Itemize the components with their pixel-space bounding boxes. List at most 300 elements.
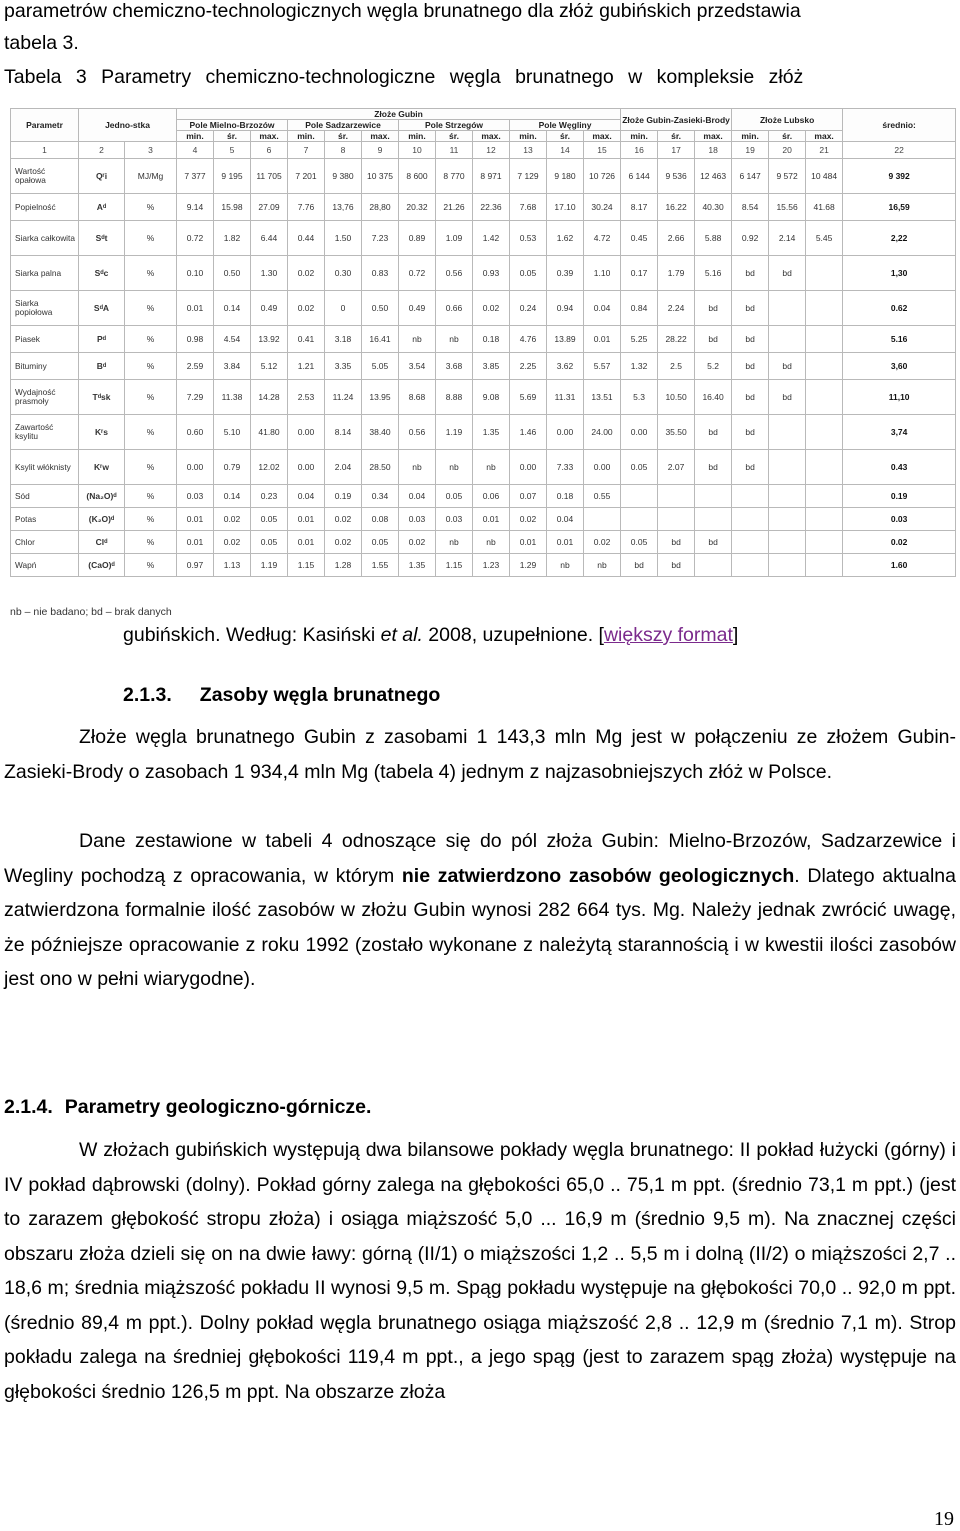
param-name: Popielność — [11, 194, 79, 221]
value-cell: 17.10 — [547, 194, 584, 221]
value-cell: bd — [695, 531, 732, 554]
value-cell — [806, 554, 843, 577]
value-cell: 2.14 — [769, 221, 806, 256]
param-unit: % — [125, 353, 177, 380]
param-symbol: Qʳi — [79, 159, 125, 194]
value-cell — [658, 485, 695, 508]
value-cell: 12 463 — [695, 159, 732, 194]
value-cell: 0.18 — [547, 485, 584, 508]
value-cell: 1.62 — [547, 221, 584, 256]
value-cell: bd — [732, 380, 769, 415]
value-cell: 0.00 — [510, 450, 547, 485]
value-cell — [769, 531, 806, 554]
value-cell: nb — [436, 326, 473, 353]
stat-header: śr. — [325, 131, 362, 142]
value-cell: 0.30 — [325, 256, 362, 291]
value-cell: nb — [436, 450, 473, 485]
value-cell: 0.04 — [288, 485, 325, 508]
value-cell — [621, 508, 658, 531]
value-cell: 1.35 — [473, 415, 510, 450]
value-cell: 5.2 — [695, 353, 732, 380]
col-parametr: Parametr — [11, 109, 79, 142]
value-cell: 9 536 — [658, 159, 695, 194]
value-cell: 0.02 — [288, 291, 325, 326]
value-cell: 8.17 — [621, 194, 658, 221]
value-cell: bd — [769, 256, 806, 291]
value-cell: 0.03 — [177, 485, 214, 508]
value-cell: 6.44 — [251, 221, 288, 256]
value-cell: 0.14 — [214, 485, 251, 508]
value-cell: 28.50 — [362, 450, 399, 485]
value-cell: bd — [695, 415, 732, 450]
table-row — [11, 194, 956, 221]
value-cell: bd — [658, 531, 695, 554]
param-symbol: Aᵈ — [79, 194, 125, 221]
param-name: Wydajność prasmoły — [11, 380, 79, 415]
value-cell: 0.00 — [547, 415, 584, 450]
mean-value: 1.60 — [843, 554, 956, 577]
value-cell: 0.05 — [251, 508, 288, 531]
value-cell: nb — [436, 531, 473, 554]
col-jednostka: Jedno-stka — [79, 109, 177, 142]
value-cell: 2.07 — [658, 450, 695, 485]
value-cell: 41.80 — [251, 415, 288, 450]
column-number: 18 — [695, 142, 732, 159]
value-cell — [769, 485, 806, 508]
value-cell: 3.35 — [325, 353, 362, 380]
stat-header: min. — [177, 131, 214, 142]
value-cell: 5.10 — [214, 415, 251, 450]
value-cell: 15.98 — [214, 194, 251, 221]
value-cell: 0.39 — [547, 256, 584, 291]
value-cell — [769, 415, 806, 450]
value-cell: 7 129 — [510, 159, 547, 194]
parameters-table — [10, 108, 956, 577]
value-cell: 0.02 — [473, 291, 510, 326]
column-number: 19 — [732, 142, 769, 159]
value-cell: 13.51 — [584, 380, 621, 415]
value-cell: 0.05 — [251, 531, 288, 554]
value-cell: 0.02 — [214, 508, 251, 531]
mean-value: 0.19 — [843, 485, 956, 508]
value-cell: 8 971 — [473, 159, 510, 194]
mean-value: 0.02 — [843, 531, 956, 554]
column-number: 7 — [288, 142, 325, 159]
column-number: 21 — [806, 142, 843, 159]
value-cell: 13,76 — [325, 194, 362, 221]
param-symbol: (K₂O)ᵈ — [79, 508, 125, 531]
column-number: 1 — [11, 142, 79, 159]
param-unit: % — [125, 380, 177, 415]
value-cell: 1.28 — [325, 554, 362, 577]
value-cell: 0.17 — [621, 256, 658, 291]
value-cell: 0.83 — [362, 256, 399, 291]
param-name: Wartość opałowa — [11, 159, 79, 194]
param-name: Siarka całkowita — [11, 221, 79, 256]
value-cell: 7.68 — [510, 194, 547, 221]
value-cell: 0.55 — [584, 485, 621, 508]
mean-value: 0.43 — [843, 450, 956, 485]
value-cell — [732, 508, 769, 531]
value-cell: 0.66 — [436, 291, 473, 326]
intro-line-2: tabela 3. — [4, 32, 79, 54]
value-cell: 0.05 — [436, 485, 473, 508]
value-cell: bd — [658, 554, 695, 577]
value-cell: nb — [584, 554, 621, 577]
col-gubin: Złoże Gubin — [177, 109, 621, 120]
value-cell: 9 572 — [769, 159, 806, 194]
value-cell: 0.97 — [177, 554, 214, 577]
value-cell: 0.60 — [177, 415, 214, 450]
table-row — [11, 554, 956, 577]
value-cell: bd — [732, 415, 769, 450]
value-cell: bd — [695, 450, 732, 485]
param-unit: % — [125, 450, 177, 485]
value-cell: 0.19 — [325, 485, 362, 508]
value-cell: 1.42 — [473, 221, 510, 256]
column-number: 3 — [125, 142, 177, 159]
value-cell: 40.30 — [695, 194, 732, 221]
table-row — [11, 256, 956, 291]
value-cell: 11.24 — [325, 380, 362, 415]
value-cell: 8.14 — [325, 415, 362, 450]
value-cell: 11.38 — [214, 380, 251, 415]
value-cell: 0.18 — [473, 326, 510, 353]
stat-header: max. — [695, 131, 732, 142]
param-symbol: Sᵈc — [79, 256, 125, 291]
table-row — [11, 326, 956, 353]
value-cell: 3.84 — [214, 353, 251, 380]
value-cell: 0.53 — [510, 221, 547, 256]
value-cell: 0.00 — [288, 415, 325, 450]
value-cell: 9 380 — [325, 159, 362, 194]
value-cell: 1.55 — [362, 554, 399, 577]
value-cell: 0 — [325, 291, 362, 326]
value-cell — [769, 554, 806, 577]
value-cell — [621, 485, 658, 508]
value-cell: 13.95 — [362, 380, 399, 415]
value-cell: 0.04 — [547, 508, 584, 531]
param-unit: % — [125, 326, 177, 353]
value-cell: bd — [695, 291, 732, 326]
param-unit: % — [125, 194, 177, 221]
value-cell: 6 144 — [621, 159, 658, 194]
field-sadzarzewice: Pole Sadzarzewice — [288, 120, 399, 131]
intro-line-1: parametrów chemiczno-technologicznych węgla brunatnego dla złóż gubińskich przedstawia — [4, 0, 801, 22]
param-name: Zawartość ksylitu — [11, 415, 79, 450]
value-cell: 0.01 — [177, 291, 214, 326]
value-cell: 0.05 — [510, 256, 547, 291]
value-cell: 1.30 — [251, 256, 288, 291]
value-cell — [806, 353, 843, 380]
value-cell: 0.93 — [473, 256, 510, 291]
value-cell — [732, 485, 769, 508]
param-name: Wapń — [11, 554, 79, 577]
value-cell: 0.02 — [584, 531, 621, 554]
value-cell: 11.31 — [547, 380, 584, 415]
value-cell: 1.46 — [510, 415, 547, 450]
value-cell: 0.08 — [362, 508, 399, 531]
value-cell: 0.01 — [288, 531, 325, 554]
table-row — [11, 353, 956, 380]
param-unit: % — [125, 554, 177, 577]
value-cell — [769, 326, 806, 353]
value-cell: 0.01 — [547, 531, 584, 554]
value-cell: 0.02 — [325, 508, 362, 531]
value-cell: bd — [732, 450, 769, 485]
value-cell: 0.05 — [621, 531, 658, 554]
value-cell: 1.15 — [288, 554, 325, 577]
value-cell: 9.08 — [473, 380, 510, 415]
value-cell — [695, 508, 732, 531]
section-heading-2-1-4: 2.1.4. Parametry geologiczno-górnicze. — [4, 1096, 372, 1118]
table-row — [11, 159, 956, 194]
value-cell: bd — [732, 326, 769, 353]
value-cell: 4.72 — [584, 221, 621, 256]
table-row — [11, 291, 956, 326]
value-cell: 0.49 — [251, 291, 288, 326]
value-cell: 5.45 — [806, 221, 843, 256]
value-cell: 7.33 — [547, 450, 584, 485]
column-number: 14 — [547, 142, 584, 159]
stat-header: śr. — [769, 131, 806, 142]
value-cell: 5.25 — [621, 326, 658, 353]
value-cell: 27.09 — [251, 194, 288, 221]
stat-header: max. — [584, 131, 621, 142]
value-cell: bd — [695, 326, 732, 353]
value-cell: 28.22 — [658, 326, 695, 353]
field-wegliny: Pole Węgliny — [510, 120, 621, 131]
value-cell: 0.23 — [251, 485, 288, 508]
value-cell: 7 201 — [288, 159, 325, 194]
value-cell: 5.3 — [621, 380, 658, 415]
mean-value: 11,10 — [843, 380, 956, 415]
col-lubsko: Złoże Lubsko — [732, 109, 843, 131]
parameters-table-image — [10, 108, 955, 603]
param-unit: % — [125, 531, 177, 554]
value-cell: 1.19 — [436, 415, 473, 450]
stat-header: min. — [399, 131, 436, 142]
value-cell: 0.72 — [399, 256, 436, 291]
column-number: 9 — [362, 142, 399, 159]
value-cell: 0.45 — [621, 221, 658, 256]
param-symbol: Kʳw — [79, 450, 125, 485]
value-cell: 0.02 — [325, 531, 362, 554]
column-number: 4 — [177, 142, 214, 159]
value-cell: 16.22 — [658, 194, 695, 221]
value-cell: 9.14 — [177, 194, 214, 221]
column-number: 6 — [251, 142, 288, 159]
paragraph-zasoby-1: Złoże węgla brunatnego Gubin z zasobami 1 143,3 mln Mg jest w połączeniu ze złożem Gubin-Zasieki-Brody o zasobach 1 934,4 mln Mg (tabela 4) jednym z najzasobniejszych złóż w Polsce. — [4, 726, 956, 783]
value-cell: 10 484 — [806, 159, 843, 194]
value-cell: 3.18 — [325, 326, 362, 353]
value-cell: 16.41 — [362, 326, 399, 353]
value-cell: 0.98 — [177, 326, 214, 353]
value-cell: 7 377 — [177, 159, 214, 194]
column-number: 11 — [436, 142, 473, 159]
value-cell: 4.54 — [214, 326, 251, 353]
value-cell: 1.19 — [251, 554, 288, 577]
value-cell: 0.04 — [399, 485, 436, 508]
column-number: 12 — [473, 142, 510, 159]
value-cell: 9 180 — [547, 159, 584, 194]
value-cell — [732, 531, 769, 554]
value-cell: 5.57 — [584, 353, 621, 380]
value-cell: 1.82 — [214, 221, 251, 256]
value-cell: 3.54 — [399, 353, 436, 380]
stat-header: max. — [251, 131, 288, 142]
value-cell: 41.68 — [806, 194, 843, 221]
value-cell: 3.62 — [547, 353, 584, 380]
value-cell: bd — [732, 291, 769, 326]
value-cell: 0.56 — [399, 415, 436, 450]
value-cell: 0.79 — [214, 450, 251, 485]
param-unit: % — [125, 485, 177, 508]
mean-value: 1,30 — [843, 256, 956, 291]
value-cell: 10 375 — [362, 159, 399, 194]
value-cell: 0.01 — [288, 508, 325, 531]
mean-value: 2,22 — [843, 221, 956, 256]
value-cell: 0.50 — [362, 291, 399, 326]
value-cell: 15.56 — [769, 194, 806, 221]
table-row — [11, 221, 956, 256]
mean-value: 0.03 — [843, 508, 956, 531]
mean-value: 16,59 — [843, 194, 956, 221]
col-gzb: Złoże Gubin-Zasieki-Brody — [621, 109, 732, 131]
column-number: 8 — [325, 142, 362, 159]
value-cell: 38.40 — [362, 415, 399, 450]
section-heading-2-1-3: 2.1.3. Zasoby węgla brunatnego — [123, 684, 441, 706]
value-cell: 5.88 — [695, 221, 732, 256]
value-cell: 0.02 — [288, 256, 325, 291]
value-cell: 0.84 — [621, 291, 658, 326]
stat-header: śr. — [214, 131, 251, 142]
param-name: Sód — [11, 485, 79, 508]
value-cell: 2.04 — [325, 450, 362, 485]
mean-value: 3,74 — [843, 415, 956, 450]
value-cell: 0.06 — [473, 485, 510, 508]
param-symbol: (Na₂O)ᵈ — [79, 485, 125, 508]
value-cell — [806, 380, 843, 415]
table-row — [11, 415, 956, 450]
param-name: Chlor — [11, 531, 79, 554]
value-cell: 16.40 — [695, 380, 732, 415]
value-cell — [732, 554, 769, 577]
value-cell: 30.24 — [584, 194, 621, 221]
param-name: Potas — [11, 508, 79, 531]
value-cell: 12.02 — [251, 450, 288, 485]
figure-caption: gubińskich. Według: Kasiński et al. 2008, uzupełnione. [większy format] — [123, 624, 739, 646]
stat-header: min. — [510, 131, 547, 142]
value-cell — [806, 450, 843, 485]
value-cell — [658, 508, 695, 531]
value-cell: 1.23 — [473, 554, 510, 577]
column-number: 13 — [510, 142, 547, 159]
value-cell: 8.68 — [399, 380, 436, 415]
value-cell — [584, 508, 621, 531]
value-cell: 0.01 — [177, 531, 214, 554]
table-note: nb – nie badano; bd – brak danych — [10, 606, 172, 618]
value-cell — [806, 531, 843, 554]
column-number: 2 — [79, 142, 125, 159]
value-cell: 1.79 — [658, 256, 695, 291]
bigger-format-link[interactable]: większy format — [603, 624, 733, 646]
stat-header: śr. — [658, 131, 695, 142]
paragraph-parametry: W złożach gubińskich występują dwa bilansowe pokłady węgla brunatnego: II pokład łużycki (górny) i IV pokład dąbrowski (dolny). Pokład górny zalega na głębokości 65,0 .. 75,1 m ppt. (średnio 73,1 m ppt.) (jest to zarazem głębokość stropu złoża) i osiąga miąższość 5,0 ... 16,9 m (średnio 9,5 m). Na znacznej części obszaru złoża dzieli się on na dwie ławy: górną (II/1) o miąższości 1,2 .. 5,5 m i dolną (II/2) o miąższości 2,7 .. 18,6 m; średnia miąższość pokładu II wynosi 9,5 m. Spąg pokładu występuje na głębokości 70,0 .. 92,0 m ppt. (średnio 89,4 m ppt.). Dolny pokład węgla brunatnego osiąga miąższość 2,8 .. 12,9 m (średnio 7,1 m). Strop pokładu zalega na średniej głębokości 119,4 m ppt., a jego spąg (jest to zarazem spąg złoża) występuje na głębokości średnio 126,5 m ppt. Na obszarze złoża — [4, 1139, 956, 1403]
value-cell: 0.01 — [510, 531, 547, 554]
column-number: 10 — [399, 142, 436, 159]
value-cell: 9 195 — [214, 159, 251, 194]
value-cell: 8 600 — [399, 159, 436, 194]
value-cell: 11 705 — [251, 159, 288, 194]
field-strzegow: Pole Strzegów — [399, 120, 510, 131]
value-cell: 1.35 — [399, 554, 436, 577]
value-cell — [806, 485, 843, 508]
value-cell: 0.02 — [214, 531, 251, 554]
value-cell: 0.00 — [177, 450, 214, 485]
value-cell: 0.01 — [473, 508, 510, 531]
value-cell: 0.41 — [288, 326, 325, 353]
value-cell: 0.56 — [436, 256, 473, 291]
value-cell: 21.26 — [436, 194, 473, 221]
value-cell: 8.88 — [436, 380, 473, 415]
value-cell: 2.24 — [658, 291, 695, 326]
value-cell: 5.69 — [510, 380, 547, 415]
column-number: 22 — [843, 142, 956, 159]
param-name: Siarka palna — [11, 256, 79, 291]
param-symbol: Sᵈt — [79, 221, 125, 256]
param-name: Ksylit włóknisty — [11, 450, 79, 485]
column-number: 20 — [769, 142, 806, 159]
value-cell: 13.89 — [547, 326, 584, 353]
value-cell: 5.16 — [695, 256, 732, 291]
value-cell: 0.02 — [399, 531, 436, 554]
param-unit: % — [125, 291, 177, 326]
value-cell: 0.44 — [288, 221, 325, 256]
value-cell: 0.24 — [510, 291, 547, 326]
stat-header: max. — [473, 131, 510, 142]
value-cell: 1.10 — [584, 256, 621, 291]
column-number: 17 — [658, 142, 695, 159]
value-cell: 6 147 — [732, 159, 769, 194]
value-cell: 0.14 — [214, 291, 251, 326]
table-row — [11, 380, 956, 415]
table-row — [11, 450, 956, 485]
value-cell: 1.32 — [621, 353, 658, 380]
param-unit: % — [125, 221, 177, 256]
value-cell: nb — [473, 450, 510, 485]
stat-header: śr. — [547, 131, 584, 142]
value-cell: 8 770 — [436, 159, 473, 194]
value-cell: 0.72 — [177, 221, 214, 256]
value-cell: 0.04 — [584, 291, 621, 326]
value-cell: 22.36 — [473, 194, 510, 221]
param-symbol: SᵈA — [79, 291, 125, 326]
value-cell: 2.5 — [658, 353, 695, 380]
column-number: 16 — [621, 142, 658, 159]
value-cell: 28,80 — [362, 194, 399, 221]
value-cell: nb — [399, 326, 436, 353]
value-cell: 0.01 — [584, 326, 621, 353]
value-cell: 1.15 — [436, 554, 473, 577]
value-cell: bd — [732, 353, 769, 380]
table-row — [11, 531, 956, 554]
value-cell: 0.89 — [399, 221, 436, 256]
value-cell — [695, 554, 732, 577]
value-cell: 24.00 — [584, 415, 621, 450]
page-number: 19 — [934, 1508, 954, 1530]
value-cell — [806, 415, 843, 450]
